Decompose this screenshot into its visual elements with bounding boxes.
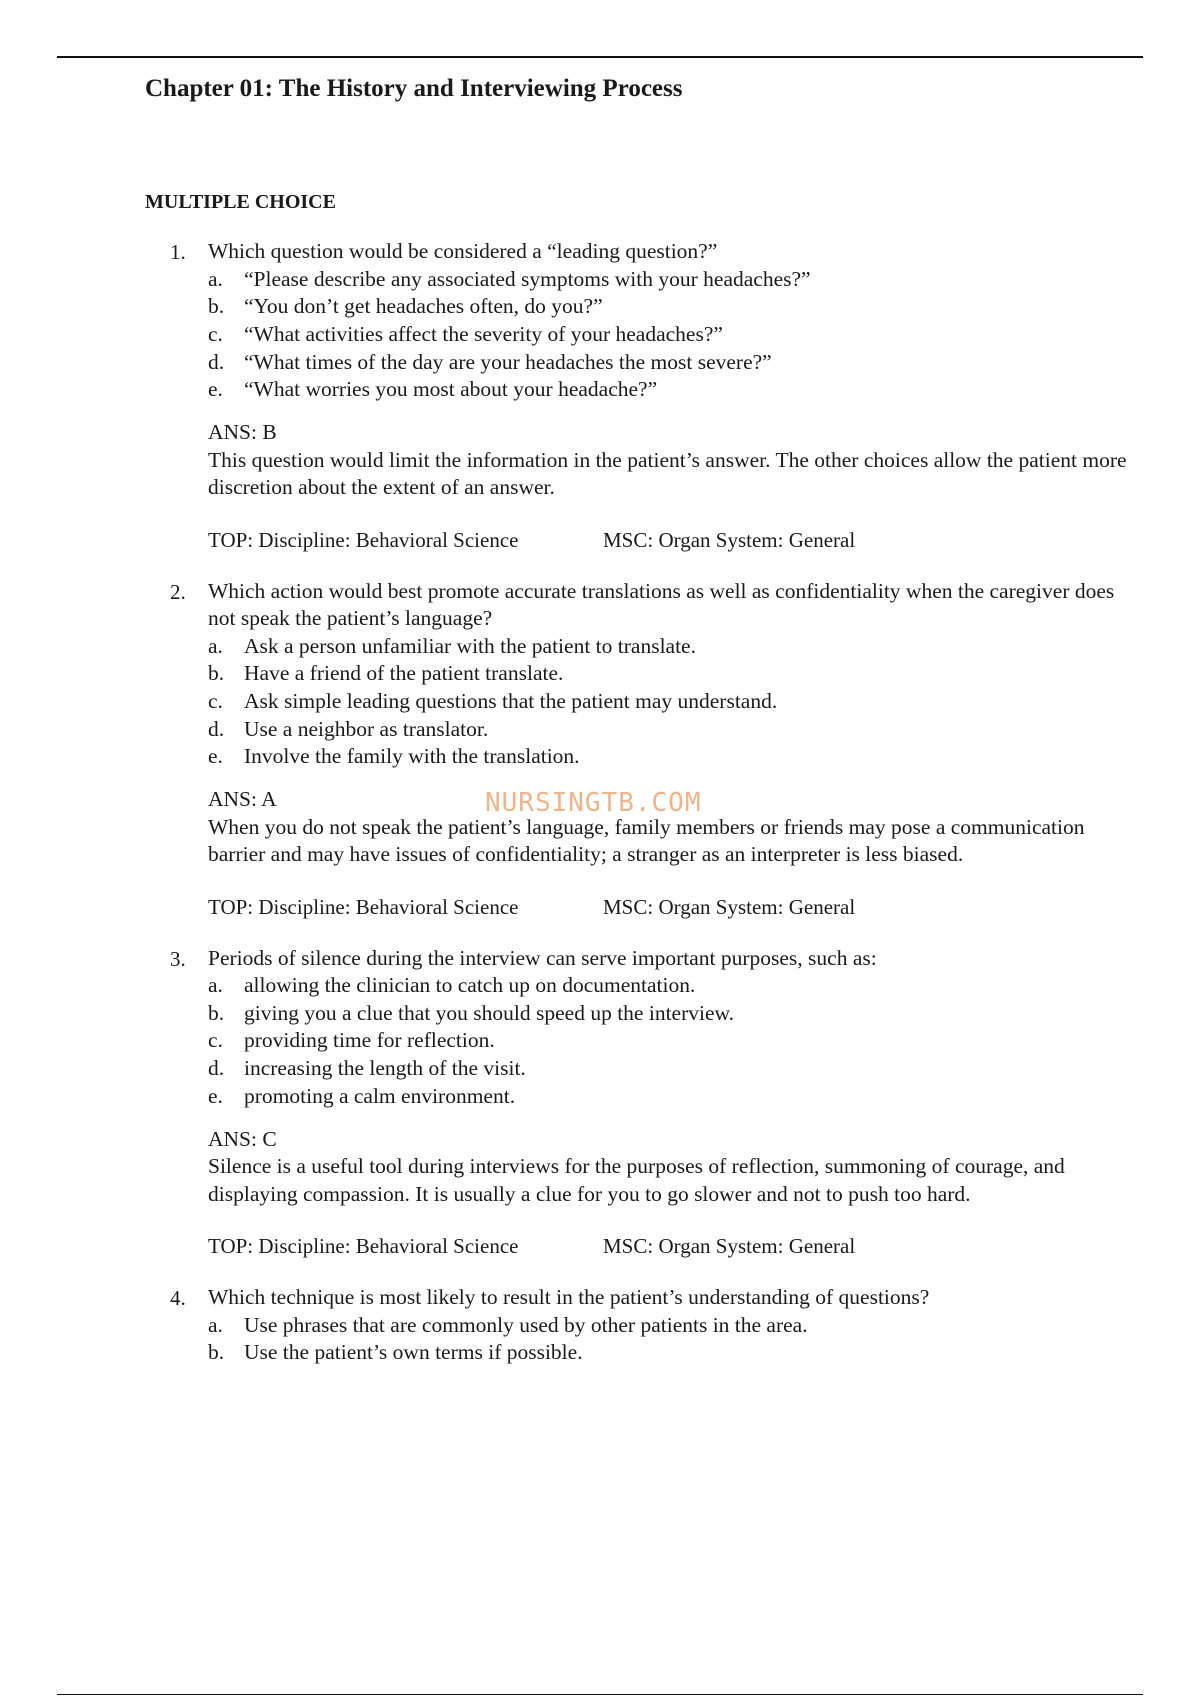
choice-letter: a. (208, 633, 223, 658)
choice-item (208, 1027, 1200, 1055)
question-number: 2. (170, 579, 186, 604)
msc-tag: MSC: Organ System: General (603, 1234, 856, 1259)
choice-text: Use a neighbor as translator. (244, 716, 489, 741)
choice-text: allowing the clinician to catch up on documentation. (244, 973, 696, 998)
choice-text: “What worries you most about your headache?” (244, 377, 658, 402)
rationale: Silence is a useful tool during interviews for the purposes of reflection, summoning of courage, and displaying compassion. It is usually a clue for you to go slower and not to push too hard. (208, 1154, 1065, 1206)
msc-tag: MSC: Organ System: General (603, 894, 856, 919)
choice-list (0, 633, 1200, 772)
choice-letter: b. (208, 294, 225, 319)
choice-letter: d. (208, 716, 225, 741)
section-heading: MULTIPLE CHOICE (145, 191, 336, 213)
bottom-rule (57, 1694, 1143, 1695)
choice-item (208, 660, 1200, 688)
choice-item (208, 376, 1200, 404)
choice-letter: b. (208, 661, 225, 686)
choice-list (0, 266, 1200, 405)
rationale: This question would limit the information in the patient’s answer. The other choices allow the patient more discretion about the extent of an answer. (208, 447, 1127, 500)
rationale: When you do not speak the patient’s language, family members or friends may pose a communication barrier and may have issues of confidentiality; a stranger as an interpreter is less biased. (208, 814, 1085, 867)
msc-tag: MSC: Organ System: General (603, 527, 856, 552)
chapter-title: Chapter 01: The History and Interviewing Process (145, 75, 683, 102)
choice-text: Use phrases that are commonly used by other patients in the area. (244, 1312, 808, 1337)
question-number: 3. (170, 946, 186, 971)
choice-letter: e. (208, 377, 223, 402)
question-stem: Periods of silence during the interview can serve important purposes, such as: (208, 945, 877, 970)
choice-letter: b. (208, 1340, 225, 1365)
topic-tag: TOP: Discipline: Behavioral Science (208, 1234, 519, 1259)
choice-letter: d. (208, 349, 225, 374)
choice-text: Use the patient’s own terms if possible. (244, 1340, 583, 1365)
choice-item (208, 1055, 1200, 1083)
choice-item (208, 1083, 1200, 1111)
question-meta (208, 893, 1200, 921)
choice-item (208, 633, 1200, 661)
choice-text: Have a friend of the patient translate. (244, 661, 564, 686)
choice-list (0, 972, 1200, 1111)
choice-letter: c. (208, 1028, 223, 1053)
choice-text: increasing the length of the visit. (244, 1056, 526, 1081)
choice-item (208, 321, 1200, 349)
question-number: 1. (170, 240, 186, 264)
choice-text: “Please describe any associated symptoms with your headaches?” (244, 266, 811, 291)
answer-key: ANS: A (208, 787, 277, 812)
choice-text: giving you a clue that you should speed up the interview. (244, 1000, 735, 1025)
choice-item (208, 349, 1200, 377)
choice-text: Ask a person unfamiliar with the patient to translate. (244, 633, 696, 658)
choice-item (208, 743, 1200, 771)
choice-item (208, 972, 1200, 1000)
choice-letter: a. (208, 973, 223, 998)
choice-text: “What activities affect the severity of your headaches?” (244, 321, 723, 346)
topic-tag: TOP: Discipline: Behavioral Science (208, 527, 519, 552)
question-2 (0, 578, 1200, 921)
watermark-logo: NURSINGTB.COM (485, 788, 702, 818)
question-meta (208, 526, 1200, 554)
choice-letter: d. (208, 1056, 225, 1081)
question-stem: Which question would be considered a “leading question?” (208, 239, 718, 263)
choice-list (0, 1312, 1200, 1367)
choice-text: Involve the family with the translation. (244, 744, 580, 769)
question-list (0, 238, 1200, 1367)
choice-letter: c. (208, 688, 223, 713)
choice-text: “You don’t get headaches often, do you?” (244, 294, 603, 319)
choice-text: Ask simple leading questions that the patient may understand. (244, 688, 778, 713)
choice-letter: a. (208, 266, 223, 291)
question-stem: Which technique is most likely to result in the patient’s understanding of questions? (208, 1285, 930, 1310)
question-1 (0, 238, 1200, 554)
question-meta (208, 1232, 1200, 1260)
choice-item (208, 1312, 1200, 1340)
choice-letter: e. (208, 744, 223, 769)
choice-item (208, 716, 1200, 744)
choice-letter: b. (208, 1000, 225, 1025)
choice-item (208, 688, 1200, 716)
choice-text: promoting a calm environment. (244, 1083, 516, 1108)
choice-text: “What times of the day are your headaches the most severe?” (244, 349, 772, 374)
topic-tag: TOP: Discipline: Behavioral Science (208, 894, 519, 919)
question-4 (0, 1284, 1200, 1367)
choice-letter: e. (208, 1083, 223, 1108)
top-rule (57, 56, 1143, 58)
choice-letter: c. (208, 321, 223, 346)
question-number: 4. (170, 1286, 186, 1311)
choice-item (208, 266, 1200, 294)
choice-letter: a. (208, 1312, 223, 1337)
choice-item (208, 1000, 1200, 1028)
answer-key: ANS: B (208, 420, 277, 445)
question-stem: Which action would best promote accurate translations as well as confidentiality when the caregiver does not speak the patient’s language? (208, 578, 1115, 631)
choice-item (208, 1339, 1200, 1367)
choice-text: providing time for reflection. (244, 1028, 495, 1053)
choice-item (208, 293, 1200, 321)
question-3 (0, 945, 1200, 1261)
answer-key: ANS: C (208, 1126, 277, 1151)
